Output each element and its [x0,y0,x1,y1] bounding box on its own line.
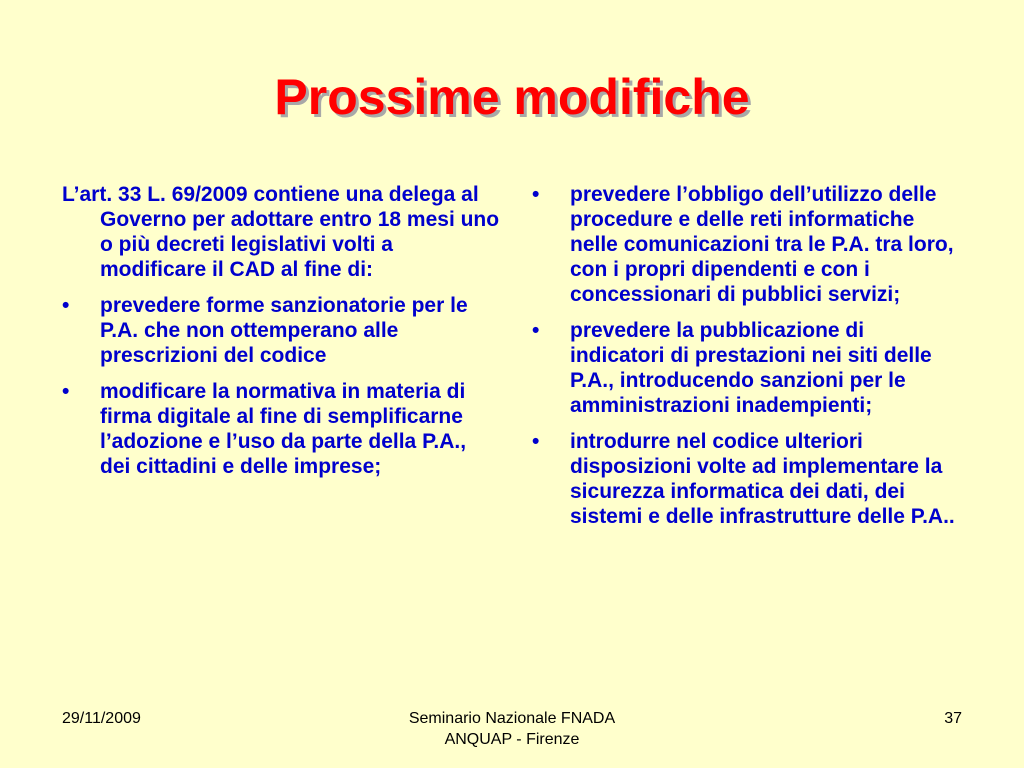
bullet-icon: • [62,294,70,317]
right-bullet-text-2: prevedere la pubblicazione di indicatori di prestazioni nei siti delle P.A., introducendo sanzioni per le amministrazioni inadempienti; [570,319,932,417]
footer-event-line1: Seminario Nazionale FNADA [408,710,616,727]
left-column [62,182,502,490]
left-bullet-item-1 [62,293,502,368]
slide-title: Prossime modifiche [274,69,750,125]
footer-page-number: 37 [944,710,962,727]
right-bullet-list [532,182,962,529]
footer-event-line2: ANQUAP - Firenze [444,731,580,748]
right-bullet-item-3 [532,429,962,529]
left-bullet-text-1: prevedere forme sanzionatorie per le P.A. che non ottemperano alle prescrizioni del codice [100,294,468,367]
right-bullet-item-1 [532,182,962,307]
left-bullet-item-2 [62,379,502,479]
footer-date: 29/11/2009 [62,710,141,727]
right-bullet-text-3: introdurre nel codice ulteriori disposizioni volte ad implementare la sicurezza informatica dei dati, dei sistemi e delle infrastrutture delle P.A.. [570,430,955,528]
left-bullet-text-2: modificare la normativa in materia di firma digitale al fine di semplificarne l’adozione e l’uso da parte della P.A., dei cittadini e delle imprese; [100,380,467,478]
left-bullet-list [62,293,502,479]
bullet-icon: • [532,430,540,453]
right-column [532,182,962,540]
right-bullet-item-2 [532,318,962,418]
intro-paragraph: L’art. 33 L. 69/2009 contiene una delega al Governo per adottare entro 18 mesi uno o più decreti legislativi volti a modificare il CAD al fine di: [62,183,500,281]
bullet-icon: • [532,183,540,206]
footer-event [362,708,662,750]
bullet-icon: • [532,319,540,342]
bullet-icon: • [62,380,70,403]
right-bullet-text-1: prevedere l’obbligo dell’utilizzo delle procedure e delle reti informatiche nelle comunicazioni tra le P.A. tra loro, con i propri dipendenti e con i concessionari di pubblici servizi; [570,183,954,306]
